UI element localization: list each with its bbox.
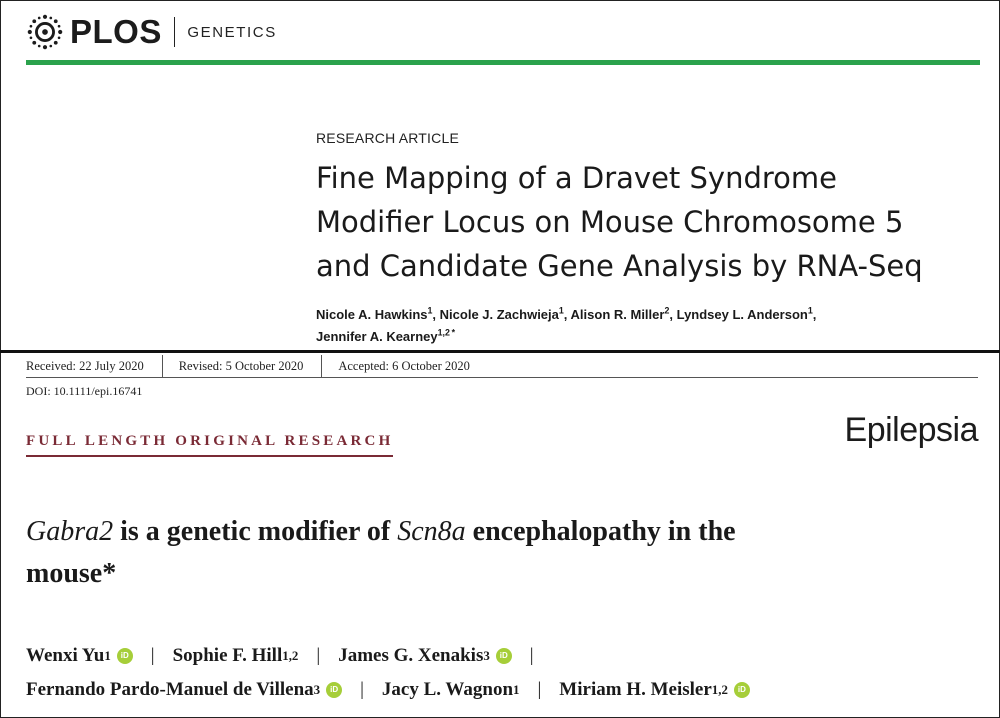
author-name: Sophie F. Hill bbox=[172, 645, 283, 666]
accepted-date: Accepted: 6 October 2020 bbox=[338, 359, 470, 373]
affiliation-marker: 2 bbox=[664, 305, 670, 316]
author-line bbox=[316, 326, 986, 348]
author-name: James G. Xenakis bbox=[338, 645, 484, 666]
author: Sophie F. Hill 1,2 bbox=[173, 639, 299, 673]
author-name: Fernando Pardo-Manuel de Villena bbox=[26, 679, 314, 700]
author-separator: , bbox=[669, 307, 677, 322]
epilepsia-article-header bbox=[0, 353, 1000, 718]
orcid-icon[interactable]: iD bbox=[496, 648, 512, 664]
author-line bbox=[316, 304, 986, 326]
orcid-icon[interactable]: iD bbox=[326, 682, 342, 698]
title-line: Fine Mapping of a Dravet Syndrome bbox=[316, 161, 837, 195]
orcid-icon[interactable]: iD bbox=[117, 648, 133, 664]
author-name: Jacy L. Wagnon bbox=[381, 679, 514, 700]
author-name: Nicole J. Zachwieja bbox=[439, 307, 559, 322]
author: James G. Xenakis 3 iD bbox=[338, 639, 512, 673]
section-label: FULL LENGTH ORIGINAL RESEARCH bbox=[26, 433, 393, 457]
author-name: Lyndsey L. Anderson bbox=[676, 307, 808, 322]
revised-date: Revised: 5 October 2020 bbox=[178, 359, 304, 373]
author-name: Nicole A. Hawkins bbox=[316, 307, 428, 322]
author-separator: | bbox=[316, 645, 321, 666]
title-text: is a genetic modifier of bbox=[113, 516, 398, 547]
received-date: Received: 22 July 2020 bbox=[26, 359, 144, 373]
green-header-rule bbox=[26, 60, 980, 65]
plos-genetics-logo bbox=[26, 12, 277, 52]
author-name: Wenxi Yu bbox=[26, 645, 105, 666]
author-separator: | bbox=[150, 645, 155, 666]
title-line: mouse* bbox=[26, 558, 117, 589]
author-separator: | bbox=[529, 645, 534, 666]
epilepsia-author-list bbox=[26, 639, 986, 707]
affiliation-marker: 1 bbox=[427, 305, 433, 316]
plos-brand: PLOS bbox=[70, 13, 162, 50]
gene-name: Scn8a bbox=[397, 516, 466, 547]
journal-name: GENETICS bbox=[187, 23, 277, 41]
author-separator: , bbox=[812, 307, 817, 322]
epilepsia-article-title bbox=[26, 511, 966, 595]
plos-article-header bbox=[0, 0, 1000, 352]
epilepsia-logo: Epilepsia bbox=[844, 411, 978, 449]
affiliation-marker: 1 bbox=[558, 305, 564, 316]
author-name: Miriam H. Meisler bbox=[559, 679, 712, 700]
affiliation-marker: 1,2 * bbox=[437, 327, 456, 338]
author-line bbox=[26, 639, 986, 673]
author-name: Jennifer A. Kearney bbox=[316, 329, 438, 344]
gene-name: Gabra2 bbox=[26, 516, 114, 547]
author-separator: , bbox=[563, 307, 571, 322]
plos-author-list bbox=[316, 304, 986, 348]
author: Miriam H. Meisler 1,2 iD bbox=[559, 673, 750, 707]
plos-article-title bbox=[316, 156, 976, 288]
affiliation-marker: 1 bbox=[807, 305, 813, 316]
date-divider bbox=[162, 355, 163, 377]
doi[interactable]: DOI: 10.1111/epi.16741 bbox=[26, 384, 143, 398]
article-type: RESEARCH ARTICLE bbox=[316, 130, 459, 146]
orcid-icon[interactable]: iD bbox=[734, 682, 750, 698]
title-line: Modifier Locus on Mouse Chromosome 5 bbox=[316, 205, 904, 239]
author: Jacy L. Wagnon 1 bbox=[382, 673, 520, 707]
title-text: encephalopathy in the bbox=[465, 516, 736, 547]
plos-sunburst-icon bbox=[26, 13, 64, 51]
date-divider bbox=[321, 355, 322, 377]
title-line: and Candidate Gene Analysis by RNA-Seq bbox=[316, 249, 923, 283]
author-name: Alison R. Miller bbox=[570, 307, 665, 322]
dates-rule bbox=[26, 377, 978, 378]
title-line bbox=[26, 511, 966, 553]
author: Fernando Pardo-Manuel de Villena 3 iD bbox=[26, 673, 342, 707]
publication-dates bbox=[26, 355, 488, 377]
logo-divider bbox=[174, 17, 176, 47]
author-line bbox=[26, 673, 986, 707]
author-separator: | bbox=[360, 679, 364, 700]
author-separator: | bbox=[537, 679, 542, 700]
author: Wenxi Yu 1 iD bbox=[26, 639, 133, 673]
author-separator: , bbox=[432, 307, 440, 322]
